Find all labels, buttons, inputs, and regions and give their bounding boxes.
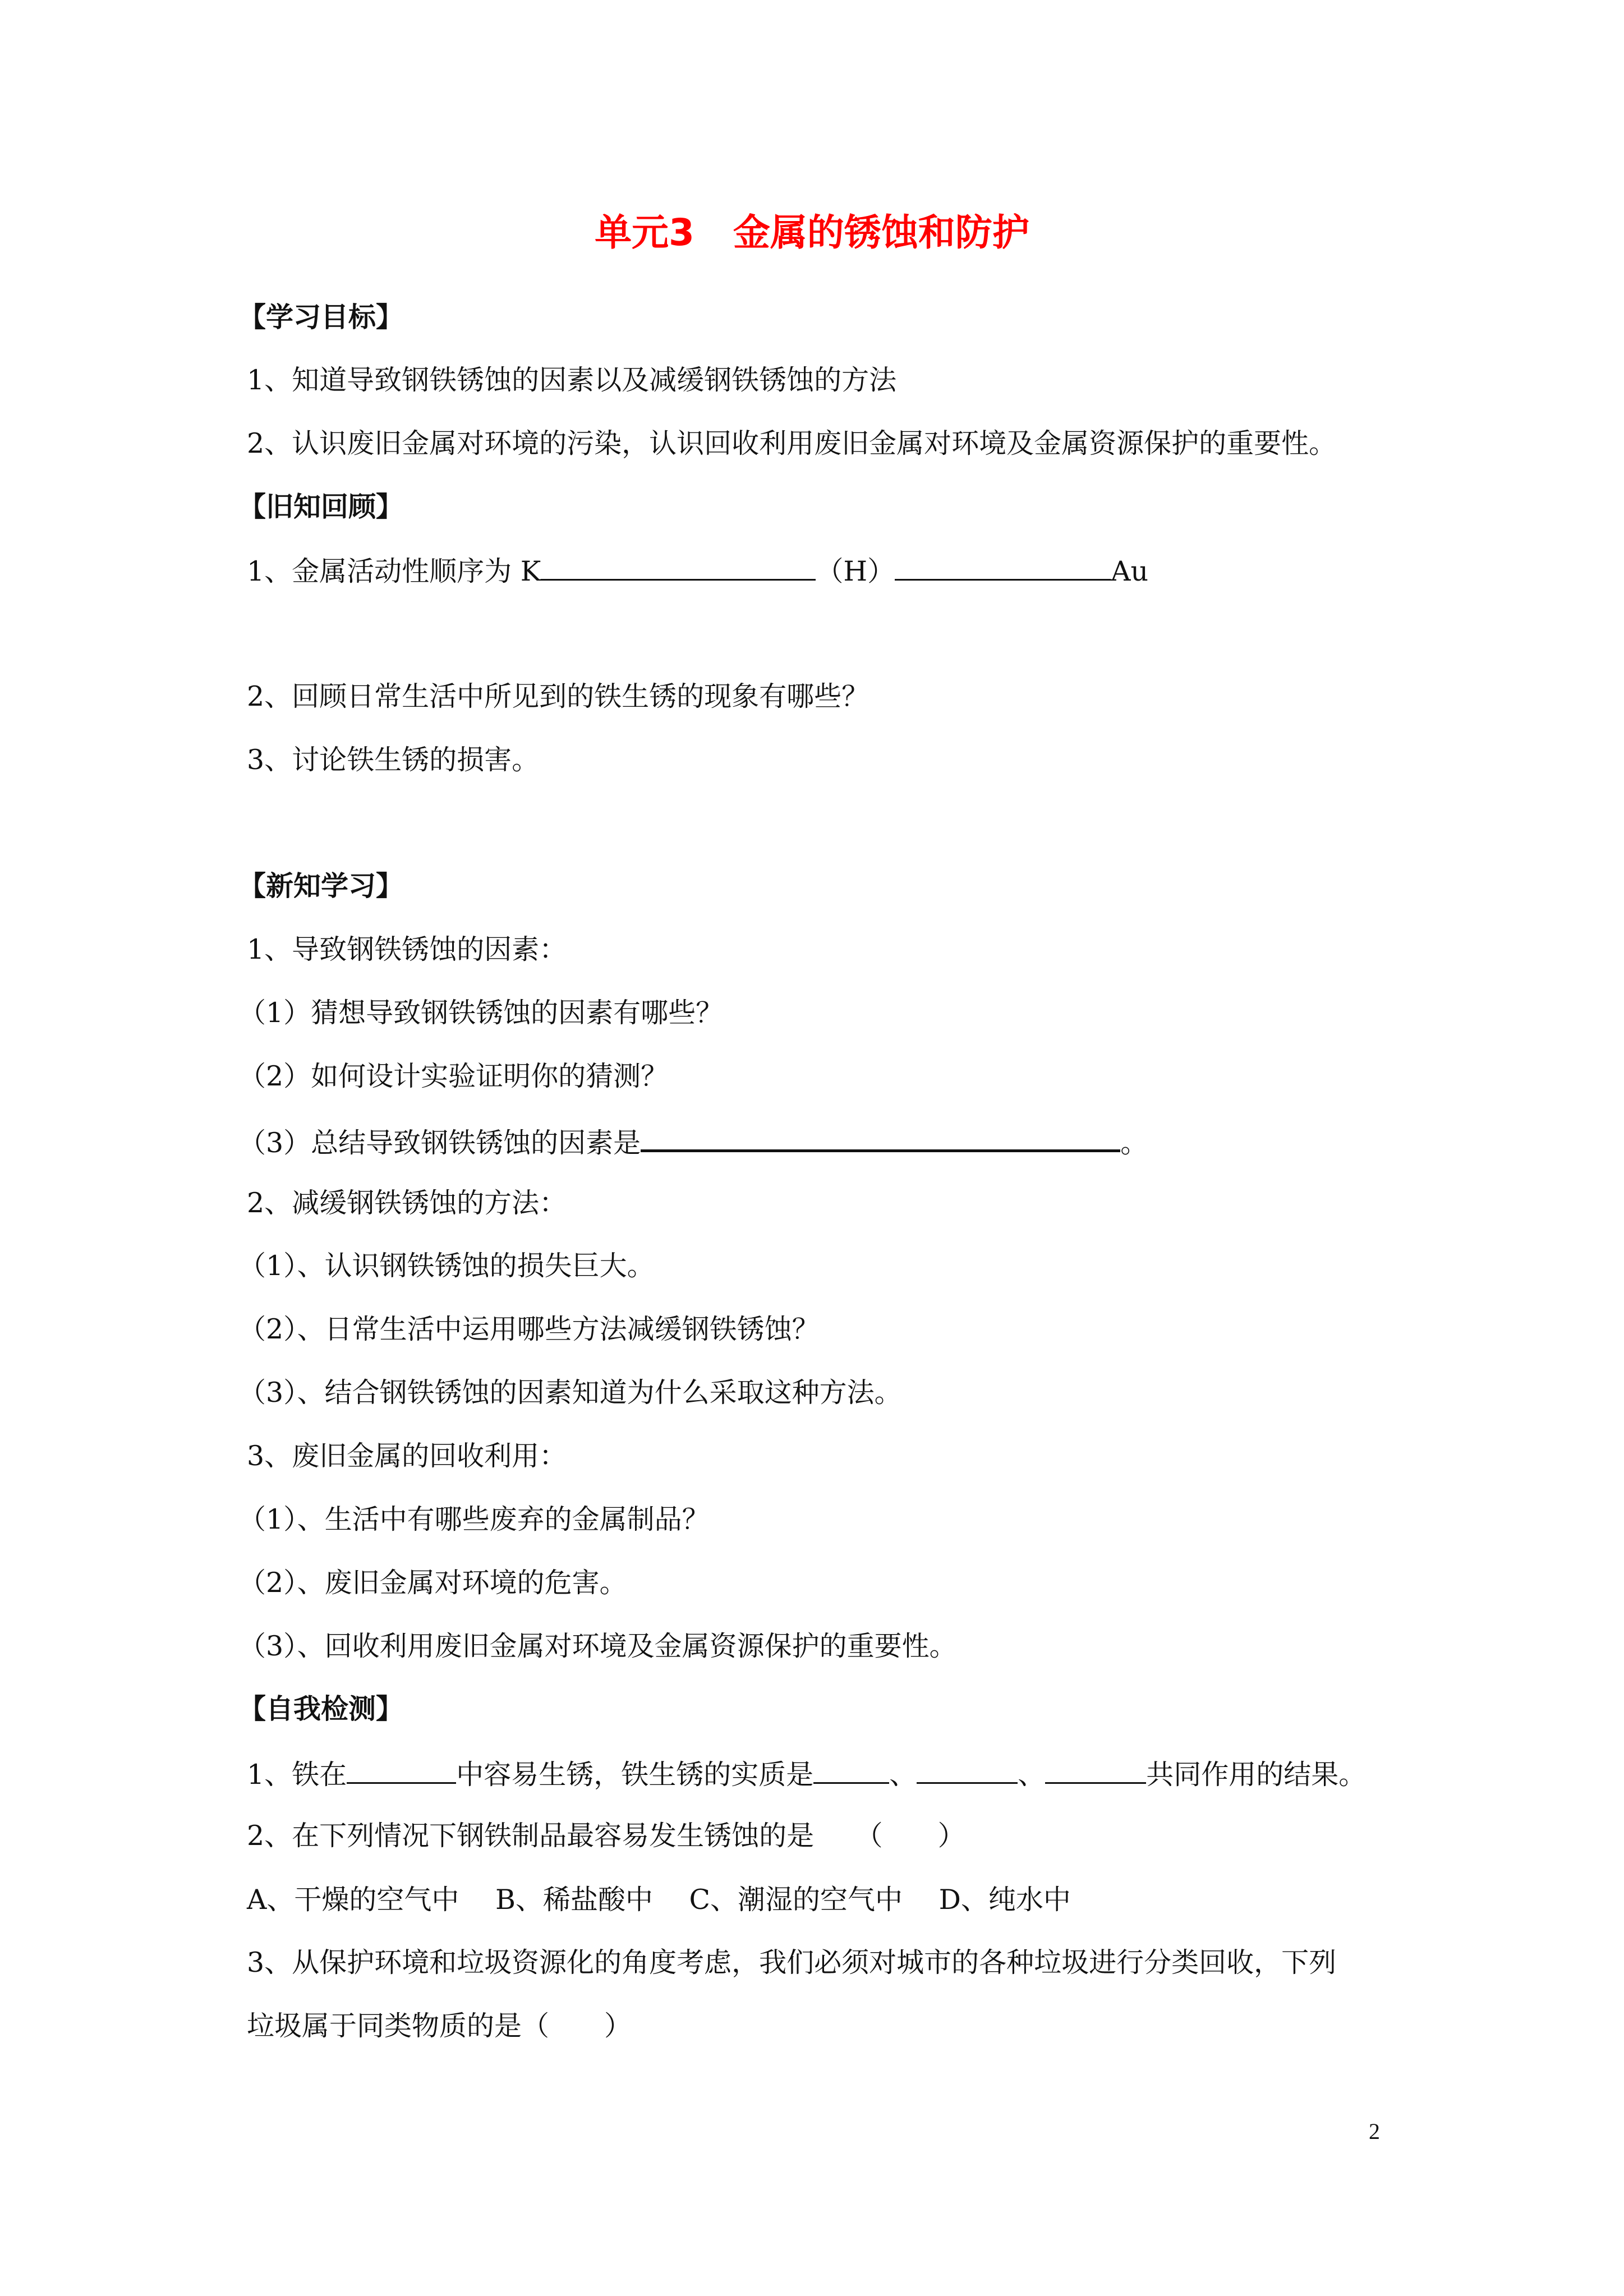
new-learning-point-2-2: （2）、日常生活中运用哪些方法减缓钢铁锈蚀？ [238,1313,820,1345]
review-item-2: 2、回顾日常生活中所见到的铁生锈的现象有哪些？ [247,680,869,712]
review-item-3: 3、讨论铁生锈的损害。 [247,744,540,776]
new-learning-point-3-2: （2）、废旧金属对环境的危害。 [238,1567,627,1599]
point-1-3-suffix: 。 [1120,1127,1148,1159]
fill-in-blank[interactable] [895,555,1111,581]
q1-part-b: 中容易生锈，铁生锈的实质是 [456,1759,814,1791]
new-learning-point-3: 3、废旧金属的回收利用： [247,1440,567,1472]
new-learning-point-3-1: （1）、生活中有哪些废弃的金属制品？ [238,1503,710,1535]
objective-item-1: 1、知道导致钢铁锈蚀的因素以及减缓钢铁锈蚀的方法 [247,364,897,396]
new-learning-point-1: 1、导致钢铁锈蚀的因素： [247,933,567,965]
section-header-objectives: 【学习目标】 [238,301,404,333]
q1-part-a: 1、铁在 [247,1759,347,1791]
fill-in-blank[interactable] [347,1759,456,1784]
page-number: 2 [1369,2119,1380,2144]
new-learning-point-1-2: （2）如何设计实验证明你的猜测？ [238,1060,669,1092]
q1-separator: 、 [889,1759,917,1791]
section-header-review: 【旧知回顾】 [238,491,404,523]
fill-in-blank[interactable] [917,1759,1018,1784]
review-item-1-prefix: 1、金属活动性顺序为 K [247,555,541,587]
q1-part-c: 共同作用的结果。 [1146,1759,1367,1791]
new-learning-point-1-3 [238,1126,1148,1157]
fill-in-blank[interactable] [541,555,816,581]
self-test-question-2: 2、在下列情况下钢铁制品最容易发生锈蚀的是 （ ） [247,1820,965,1852]
point-1-3-prefix: （3）总结导致钢铁锈蚀的因素是 [238,1127,641,1159]
review-item-1-mid: （H） [816,555,895,587]
new-learning-point-3-3: （3）、回收利用废旧金属对环境及金属资源保护的重要性。 [238,1630,957,1662]
review-item-1 [247,555,1148,585]
self-test-question-1 [247,1759,1367,1791]
fill-in-blank[interactable] [1045,1759,1146,1784]
new-learning-point-2: 2、减缓钢铁锈蚀的方法： [247,1187,567,1219]
new-learning-point-2-1: （1）、认识钢铁锈蚀的损失巨大。 [238,1250,655,1282]
self-test-question-3-line-1: 3、从保护环境和垃圾资源化的角度考虑，我们必须对城市的各种垃圾进行分类回收，下列 [247,1947,1337,1978]
q1-separator: 、 [1018,1759,1046,1791]
section-header-self-test: 【自我检测】 [238,1693,404,1725]
section-header-new-learning: 【新知学习】 [238,870,404,902]
new-learning-point-1-1: （1）猜想导致钢铁锈蚀的因素有哪些？ [238,997,724,1029]
review-item-1-suffix: Au [1111,555,1149,587]
new-learning-point-2-3: （3）、结合钢铁锈蚀的因素知道为什么采取这种方法。 [238,1377,902,1409]
fill-in-blank[interactable] [641,1126,1120,1152]
objective-item-2: 2、认识废旧金属对环境的污染，认识回收利用废旧金属对环境及金属资源保护的重要性。 [247,427,1337,459]
self-test-question-2-options: A、干燥的空气中 B、稀盐酸中 C、潮湿的空气中 D、纯水中 [247,1884,1071,1916]
self-test-question-3-line-2: 垃圾属于同类物质的是（ ） [247,2010,632,2042]
page-title: 单元3 金属的锈蚀和防护 [595,211,1029,254]
fill-in-blank[interactable] [813,1759,889,1784]
